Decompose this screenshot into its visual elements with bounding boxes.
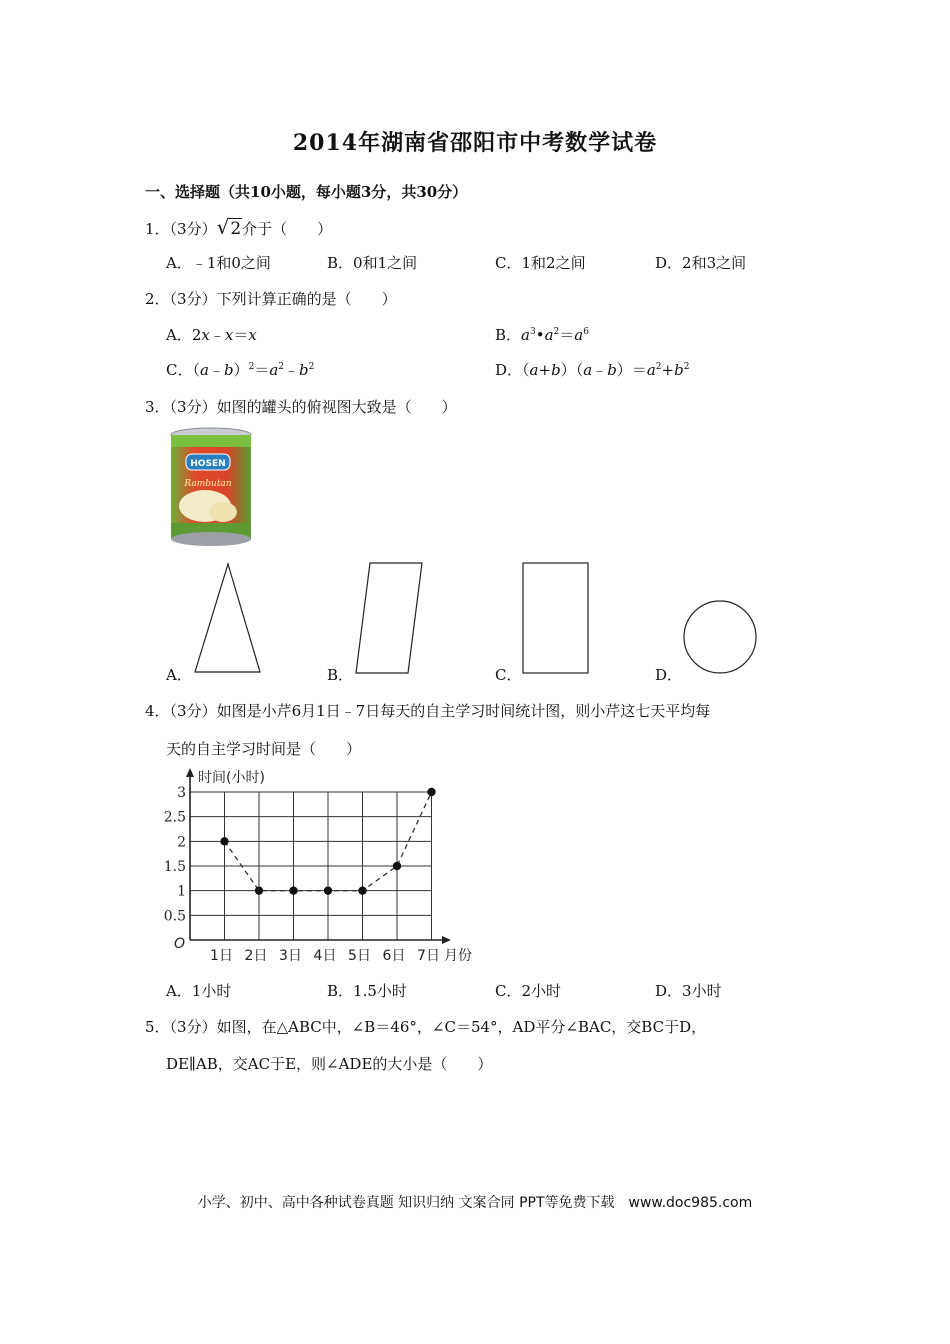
can-image [168, 426, 254, 550]
question-4-line-1: 4．（3分）如图是小芹6月1日﹣7日每天的自主学习时间统计图，则小芹这七天平均每 [145, 702, 711, 720]
page-title: 2014年湖南省邵阳市中考数学试卷 [292, 130, 658, 156]
y-tick-label: 2.5 [163, 809, 186, 826]
x-tick-label: 4日 [313, 948, 337, 964]
chart-axes [186, 768, 451, 944]
sqrt-icon: √ [216, 215, 230, 239]
q2-option-d: D．$(a+b)(a﹣b)=a^2+b^2$ [495, 361, 690, 379]
data-point [427, 788, 435, 796]
question-3: 3．（3分）如图的罐头的俯视图大致是（ ） [145, 398, 457, 416]
q4-option-d: D．3小时 [655, 982, 722, 1000]
data-point [358, 886, 366, 894]
q3-option-a: A． [166, 666, 192, 684]
y-tick-label: 1 [177, 883, 186, 900]
q1-option-a: A．﹣1和0之间 [166, 254, 271, 272]
q1-option-b: B．0和1之间 [327, 254, 418, 272]
data-point [289, 886, 297, 894]
q4-option-a: A．1小时 [166, 982, 232, 1000]
q4-option-c: C．2小时 [495, 982, 562, 1000]
question-1 [145, 215, 332, 239]
x-axis-label: 月份 [444, 948, 472, 964]
x-axis-arrow-icon [442, 936, 451, 944]
data-point [220, 837, 228, 845]
y-tick-label: 3 [177, 785, 186, 801]
q3-option-b: B． [327, 666, 354, 684]
option-d-circle [680, 597, 760, 677]
q1-option-c: C．1和2之间 [495, 254, 586, 272]
can-label-text: Rambutan [184, 479, 232, 489]
question-4-line-2: 天的自主学习时间是（ ） [166, 740, 362, 758]
question-5-line-2: DE∥AB，交AC于E，则∠ADE的大小是（ ） [166, 1055, 493, 1073]
q2-option-c: C．$(a﹣b)^2=a^2﹣b^2$ [166, 361, 315, 379]
q4-option-b: B．1.5小时 [327, 982, 407, 1000]
y-tick-label: 0.5 [163, 908, 186, 925]
q1-points: （3分） [169, 220, 217, 238]
y-axis-label: 时间(小时) [198, 770, 265, 786]
y-axis-arrow-icon [186, 768, 194, 777]
data-point [255, 886, 263, 894]
study-time-chart [160, 764, 490, 969]
q1-option-d: D．2和3之间 [655, 254, 747, 272]
footer: 小学、初中、高中各种试卷真题 知识归纳 文案合同 PPT等免费下载 www.doc985.com [197, 1195, 753, 1211]
y-tick-label: 2 [177, 834, 186, 851]
q1-stem: 介于（ ） [242, 220, 333, 238]
q2-option-b: B．$a^3•a^2=a^6$ [495, 326, 589, 344]
x-tick-label: 6日 [382, 948, 406, 964]
data-point [324, 886, 332, 894]
y-tick-label: 1.5 [163, 859, 186, 875]
option-b-parallelogram [352, 560, 426, 676]
q3-option-d: D． [655, 666, 683, 684]
section-heading: 一、选择题（共10小题，每小题3分，共30分） [145, 183, 468, 201]
x-tick-label: 1日 [210, 948, 233, 964]
x-tick-label: 7日 [417, 948, 440, 964]
question-5-line-1: 5．（3分）如图，在△ABC中，∠B＝46°，∠C＝54°，AD平分∠BAC，交BC于D， [145, 1018, 707, 1036]
x-tick-label: 2日 [244, 948, 268, 964]
data-point [393, 862, 401, 870]
origin-label: O [174, 936, 186, 952]
q3-option-c: C． [495, 666, 522, 684]
q1-number: 1． [145, 220, 170, 238]
question-2: 2．（3分）下列计算正确的是（ ） [145, 290, 397, 308]
can-brand-text: HOSEN [190, 459, 226, 469]
option-a-triangle [190, 561, 262, 675]
x-tick-label: 5日 [348, 948, 371, 964]
x-tick-label: 3日 [279, 948, 302, 964]
q2-option-a: A．2x﹣x＝x [166, 326, 257, 344]
option-c-rectangle [520, 560, 592, 676]
q1-radicand: 2 [230, 219, 242, 239]
